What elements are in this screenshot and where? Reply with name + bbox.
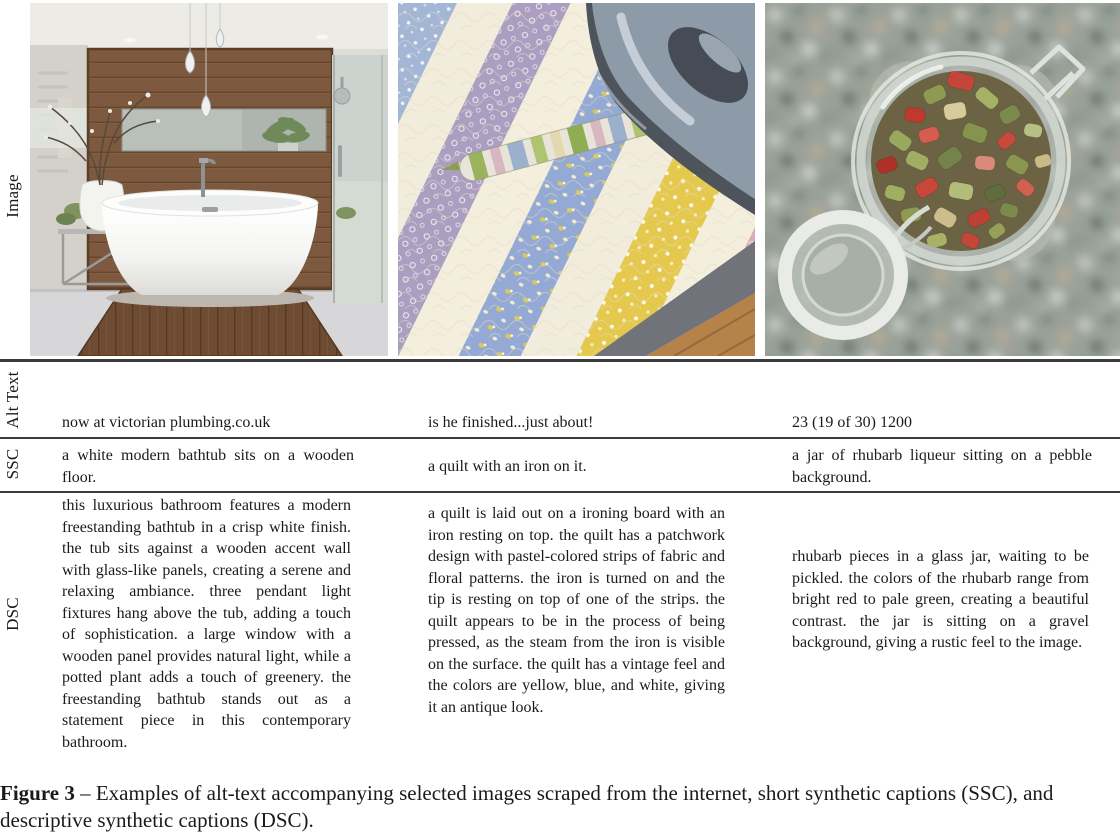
figure-caption-text: Examples of alt-text accompanying selected images scraped from the internet, short synthetic captions (SSC), and descriptive synthetic captions (DSC). [0,781,1054,832]
paper-figure: Image Alt Text SSC DSC now at victorian plumbing.co.uk is he finished...just about! 23 (19 of 30) 1200 a white modern bathtub sits on a wooden floor. a quilt with an iron on it. a jar of rhubarb liqueur sitting on a pebble background. this luxurious bathroom features a modern freestanding bathtub in a crisp white finish. the tub sits against a wooden accent wall with glass-like panels, creating a serene and relaxing ambiance. three pendant light fixtures hang above the tub, adding a touch of sophistication. a large window with a wooden panel provides natural light, while a potted plant adds a touch of greenery. the freestanding bathtub stands out as a statement piece in this contemporary bathroom. a quilt is laid out on a ironing board with an iron resting on top. the quilt has a patchwork design with pastel-colored strips of fabric and floral patterns. the iron is turned on and the tip is resting on top of one of the strips. the quilt appears to be in the process of being pressed, as the steam from the iron is visible on the surface. the quilt has a vintage feel and the colors are yellow, blue, and white, giving it an antique look. rhubarb pieces in a glass jar, waiting to be pickled. the colors of the rhubarb range from bright red to pale green, creating a beautiful contrast. the jar is sitting on a gravel background, giving a rustic feel to the image. Figure 3 – Examples of alt-text accompanying selected images scraped from the internet, short synthetic captions (SSC), and descriptive synthetic captions (DSC). [0,0,1120,839]
dsc-bathtub: this luxurious bathroom features a modern freestanding bathtub in a crisp white finish. the tub sits against a wooden accent wall with glass-like panels, creating a serene and relaxing ambiance. three pendant light fixtures hang above the tub, adding a touch of sophistication. a large window with a wooden panel provides natural light, while a potted plant adds a touch of greenery. the freestanding bathtub stands out as a statement piece in this contemporary bathroom. [62,497,351,751]
rhubarb-jar-photo [765,3,1120,356]
rhubarb-jar-illustration [765,3,1120,356]
alt-text-bathtub: now at victorian plumbing.co.uk [62,414,271,431]
figure-caption-dash: – [80,781,91,805]
dsc-quilt: a quilt is laid out on a ironing board with an iron resting on top. the quilt has a patchwork design with pastel-colored strips of fabric and floral patterns. the iron is turned on and the tip is resting on top of one of the strips. the quilt appears to be in the process of being pressed, as the steam from the iron is visible on the surface. the quilt has a vintage feel and the colors are yellow, blue, and white, giving it an antique look. [428,505,725,716]
alt-text-quilt: is he finished...just about! [428,414,594,431]
ssc-jar: a jar of rhubarb liqueur sitting on a pebble background. [792,447,1092,486]
dsc-jar: rhubarb pieces in a glass jar, waiting to be pickled. the colors of the rhubarb range from bright red to pale green, creating a beautiful contrast. the jar is sitting on a gravel background, giving a rustic feel to the image. [792,548,1089,651]
rule-below-ssc [0,491,1120,493]
rule-below-alt-text [0,437,1120,439]
quilt-iron-illustration [398,3,755,356]
figure-caption-label: Figure 3 [0,781,75,805]
quilt-iron-photo [398,3,755,356]
ssc-bathtub: a white modern bathtub sits on a wooden floor. [62,447,354,486]
bathtub-photo [30,3,388,356]
bathtub-illustration [30,3,388,356]
figure-caption [0,780,1120,834]
alt-text-jar: 23 (19 of 30) 1200 [792,414,912,431]
ssc-quilt: a quilt with an iron on it. [428,458,587,475]
rule-below-images [0,359,1120,362]
